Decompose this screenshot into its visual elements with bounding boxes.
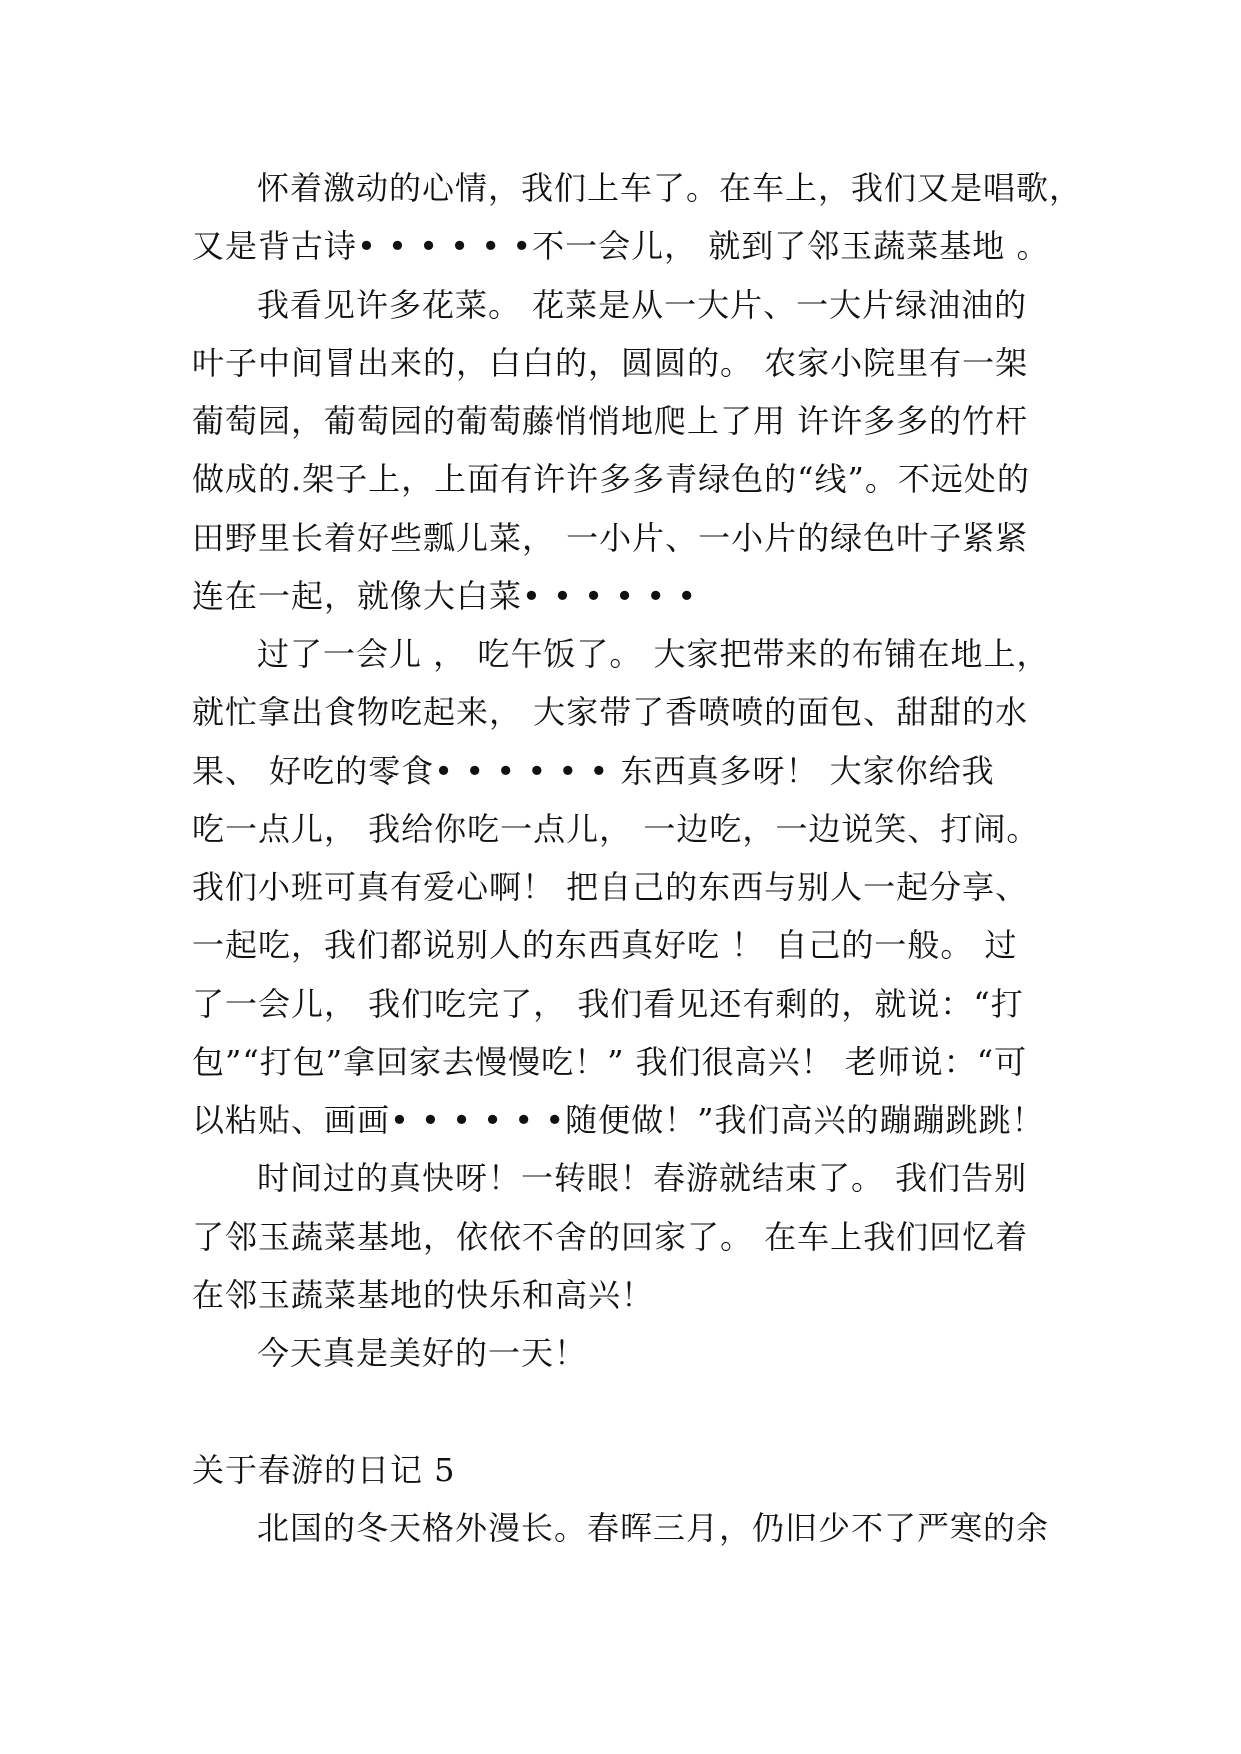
text-line: 怀着激动的心情，我们上车了。在车上，我们又是唱歌， (257, 169, 1083, 207)
text-line: 吃一点儿， 我给你吃一点儿， 一边吃，一边说笑、打闹。 (192, 809, 1040, 848)
text-line: 时间过的真快呀！一转眼！春游就结束了。 我们告别 (257, 1159, 1028, 1198)
text-line: 果、 好吃的零食• • • • • • 东西真多呀！ 大家你给我 (192, 751, 995, 790)
text-line: 在邻玉蔬菜基地的快乐和高兴！ (192, 1275, 655, 1314)
text-line: 一起吃，我们都说别人的东西真好吃 ！ 自己的一般。 过 (192, 926, 1018, 965)
paragraph-cauliflower (192, 276, 1121, 626)
text-line: 北国的冬天格外漫长。春晖三月，仍旧少不了严寒的余 (257, 1508, 1050, 1547)
text-line: 葡萄园，葡萄园的葡萄藤悄悄地爬上了用 许许多多的竹杆 (192, 402, 1029, 440)
text-line: 做成的.架子上，上面有许许多多青绿色的“线”。不远处的 (192, 460, 1030, 499)
section-heading: 关于春游的日记 5 (192, 1450, 456, 1489)
text-line: 过了一会儿 ， 吃午饭了。 大家把带来的布铺在地上， (257, 635, 1050, 673)
text-line: 今天真是美好的一天！ (257, 1334, 588, 1372)
text-line: 了邻玉蔬菜基地，依依不舍的回家了。 在车上我们回忆着 (192, 1217, 1029, 1256)
paragraph-lunch (192, 625, 1121, 1149)
text-line: 就忙拿出食物吃起来， 大家带了香喷喷的面包、甜甜的水 (192, 693, 1029, 732)
paragraph-return (192, 1149, 1121, 1324)
text-line: 以粘贴、画画• • • • • •随便做！”我们高兴的蹦蹦跳跳！ (192, 1101, 1045, 1139)
text-line: 了一会儿， 我们吃完了， 我们看见还有剩的，就说：“打 (192, 984, 1024, 1023)
text-line: 叶子中间冒出来的，白白的，圆圆的。 农家小院里有一架 (192, 343, 1029, 382)
text-line: 包”“打包”拿回家去慢慢吃！” 我们很高兴！ 老师说：“可 (192, 1042, 1028, 1081)
text-line: 我看见许多花菜。 花菜是从一大片、一大片绿油油的 (257, 285, 1028, 324)
section-heading-block (192, 1441, 1121, 1499)
paragraph-arrival (192, 159, 1121, 276)
text-line: 连在一起，就像大白菜• • • • • • (192, 576, 698, 615)
text-line: 我们小班可真有爱心啊！ 把自己的东西与别人一起分享、 (192, 868, 1029, 906)
paragraph-closing (192, 1324, 1121, 1382)
text-line: 田野里长着好些瓢儿菜， 一小片、一小片的绿色叶子紧紧 (192, 518, 1029, 557)
paragraph-next-section (192, 1499, 1121, 1557)
text-line: 又是背古诗• • • • • •不一会儿， 就到了邻玉蔬菜基地 。 (192, 227, 1050, 266)
